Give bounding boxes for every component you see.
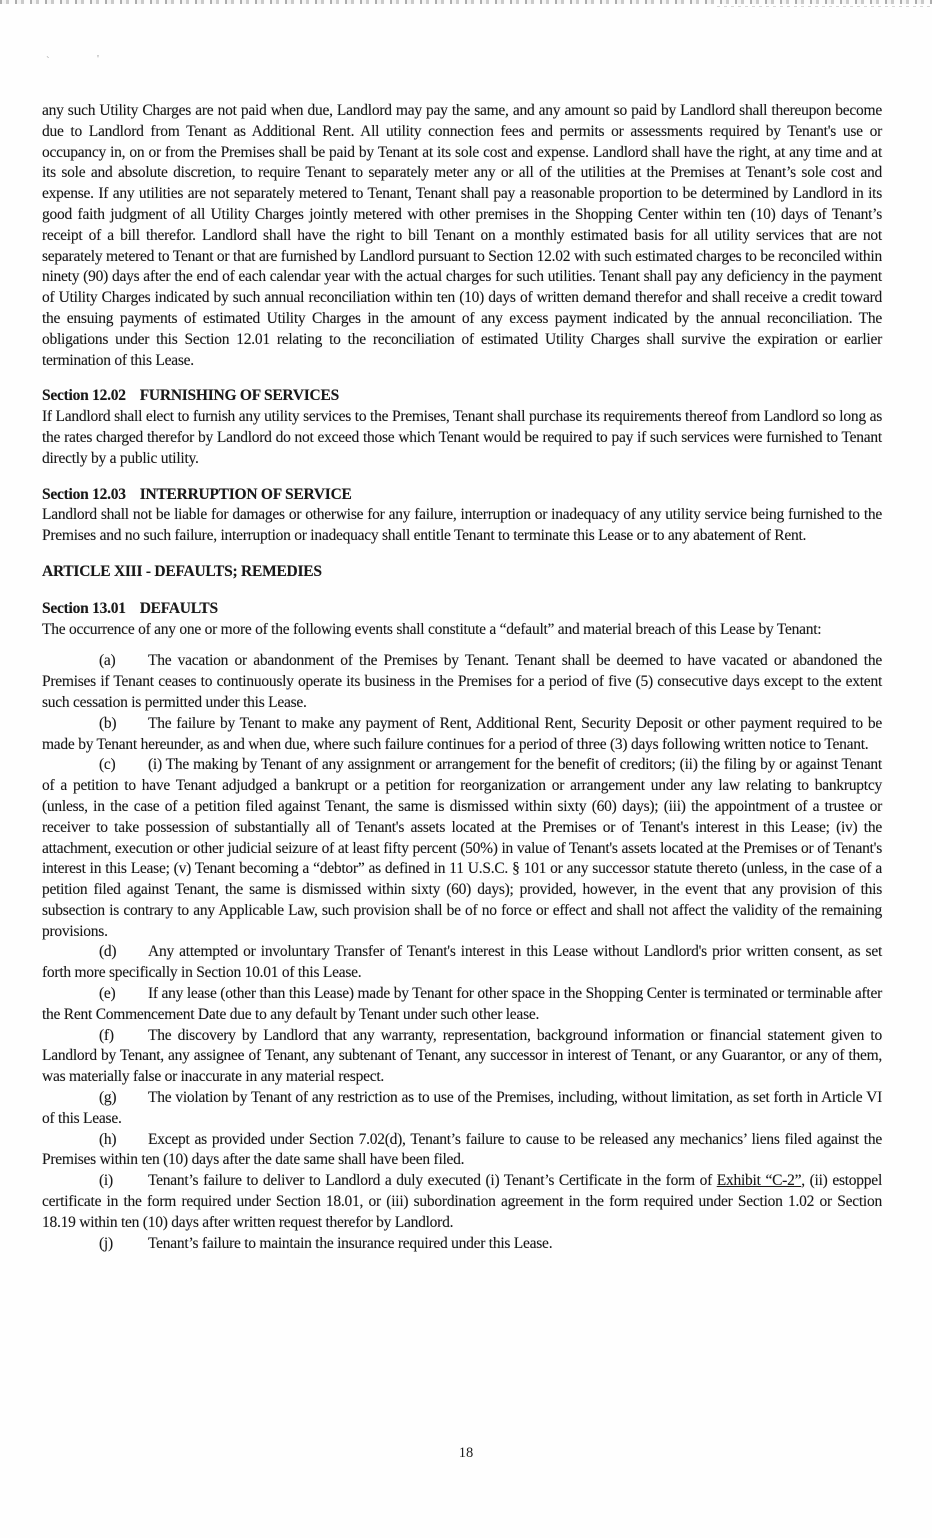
item-text: The violation by Tenant of any restriction as to use of the Premises, including, without limitation, as set forth in Article VI of this Lease. [42, 1089, 882, 1127]
item-text: Except as provided under Section 7.02(d), Tenant’s failure to cause to be released any mechanics’ liens filed against the Premises within ten (10) days after the date same shall have been filed. [42, 1130, 882, 1169]
section-number: Section 12.02 [42, 387, 126, 405]
item-text-after: , (ii) estoppel certificate in the form required under Section 18.01, or (iii) subordination agreement in the form required under Section 1.02 or Section 18.19 within ten (10) days after written request therefor by Landlord. [42, 1172, 882, 1231]
section-number: Section 12.03 [42, 485, 126, 503]
exhibit-c2-reference: Exhibit “C-2” [716, 1172, 802, 1190]
section-13-01 [42, 599, 882, 641]
default-item-g [42, 1088, 882, 1130]
default-item-j [42, 1234, 882, 1255]
scan-speck: ' [97, 53, 99, 65]
page-number: 18 [458, 1445, 474, 1461]
default-item-b [42, 714, 882, 756]
section-title: INTERRUPTION OF SERVICE [139, 485, 352, 503]
section-13-01-intro: The occurrence of any one or more of the following events shall constitute a “default” and material breach of this Lease by Tenant: [42, 620, 822, 638]
document-body [42, 101, 882, 1254]
article-13-heading: ARTICLE XIII - DEFAULTS; REMEDIES [42, 562, 322, 580]
section-12-02-heading [42, 386, 882, 407]
item-letter: (j) [99, 1234, 113, 1252]
item-letter: (d) [99, 943, 117, 961]
default-item-f [42, 1026, 882, 1088]
item-letter: (c) [99, 756, 116, 774]
section-title: FURNISHING OF SERVICES [139, 387, 339, 405]
scan-artifact-top-edge [0, 0, 932, 4]
default-item-i [42, 1171, 882, 1233]
item-text: Any attempted or involuntary Transfer of Tenant's interest in this Lease without Landlord's prior written consent, as set forth more specifically in Section 10.01 of this Lease. [42, 943, 882, 982]
item-text-before: Tenant’s failure to deliver to Landlord a duly executed (i) Tenant’s Certificate in the form of [148, 1172, 717, 1190]
item-letter: (f) [99, 1026, 114, 1044]
item-letter: (g) [99, 1089, 117, 1107]
item-letter: (a) [99, 652, 116, 670]
item-text: If any lease (other than this Lease) made by Tenant for other space in the Shopping Center is terminated or terminable after the Rent Commencement Date due to any default by Tenant under such other lease. [42, 985, 882, 1023]
section-12-03 [42, 485, 882, 547]
section-12-02-body: If Landlord shall elect to furnish any utility services to the Premises, Tenant shall purchase its requirements thereof from Landlord so long as the rates charged therefor by Landlord do not exceed those which Tenant would be required to pay if such services were furnished to Tenant directly by a public utility. [42, 408, 882, 467]
default-item-e [42, 984, 882, 1026]
section-12-03-heading [42, 485, 882, 506]
item-text: (i) The making by Tenant of any assignment or arrangement for the benefit of creditors; (ii) the filing by or against Tenant of a petition to have Tenant adjudged a bankrupt or a petition for reorganization or arrangement under any law relating to bankruptcy (unless, in the case of a petition filed against Tenant, the same is dismissed within sixty (60) days); (iii) the appointment of a trustee or receiver to take possession of substantially all of Tenant's assets located at the Premises or of Tenant's interest in this Lease; (iv) the attachment, execution or other judicial seizure of at least fifty percent (50%) in value of Tenant's assets located at the Premises or of Tenant's interest in this Lease; (v) Tenant becoming a “debtor” as defined in 11 U.S.C. § 101 or any successor statute thereto (unless, in the case of a petition filed against Tenant, the same is dismissed within sixty (60) days); provided, however, in the event that any provision of this subsection is contrary to any Applicable Law, such provision shall be of no force or effect and shall not affect the validity of the remaining provisions. [42, 756, 882, 940]
section-12-03-body: Landlord shall not be liable for damages or otherwise for any failure, interruption or inadequacy of any utility service being furnished to the Premises and no such failure, interruption or inadequacy shall entitle Tenant to terminate this Lease or to any abatement of Rent. [42, 506, 882, 545]
default-item-a [42, 651, 882, 713]
default-item-c [42, 755, 882, 942]
paragraph-utility-charges: any such Utility Charges are not paid when due, Landlord may pay the same, and any amount so paid by Landlord shall thereupon become due to Landlord from Tenant as Additional Rent. All utility connection fees and permits or assessments required by Tenant's use or occupancy in, on or from the Premises shall be paid by Tenant at its sole cost and expense. Landlord shall have the right, at any time and at its sole and absolute discretion, to require Tenant to separately meter any or all of the utilities at the Premises at Tenant’s sole cost and expense. If any utilities are not separately metered to Tenant, Tenant shall pay a reasonable proportion to be determined by Landlord in its good faith judgment of all Utility Charges jointly metered with other premises in the Shopping Center within ten (10) days of Tenant’s receipt of a bill therefor. Landlord shall have the right to bill Tenant on a monthly estimated basis for all utility services that are not separately metered to Tenant or that are furnished by Landlord pursuant to Section 12.02 with such estimated charges to be reconciled within ninety (90) days after the end of each calendar year with the actual charges for such utilities. Tenant shall pay any deficiency in the payment of Utility Charges indicated by such annual reconciliation within ten (10) days of written demand therefor and shall receive a credit toward the ensuing payments of estimated Utility Charges in the amount of any excess payment indicated by the annual reconciliation. The obligations under this Section 12.01 relating to the reconciliation of estimated Utility Charges shall survive the expiration or earlier termination of this Lease. [42, 102, 882, 369]
section-number: Section 13.01 [42, 599, 126, 617]
item-text: The failure by Tenant to make any payment of Rent, Additional Rent, Security Deposit or other payment required to be made by Tenant hereunder, as and when due, where such failure continues for a period of three (3) days following written notice to Tenant. [42, 714, 882, 753]
section-13-01-heading [42, 599, 882, 620]
item-letter: (i) [99, 1172, 113, 1190]
item-letter: (b) [99, 714, 117, 732]
item-letter: (h) [99, 1130, 117, 1148]
section-12-02 [42, 386, 882, 469]
default-item-d [42, 942, 882, 984]
section-title: DEFAULTS [139, 599, 218, 617]
item-text: Tenant’s failure to maintain the insurance required under this Lease. [148, 1234, 553, 1252]
item-text: The discovery by Landlord that any warranty, representation, background information or financial statement given to Landlord by Tenant, any assignee of Tenant, any subtenant of Tenant, any successor in interest of Tenant, or any Guarantor, or any of them, was materially false or inaccurate in any material respect. [42, 1026, 882, 1086]
scan-speck: ` [46, 55, 50, 67]
item-letter: (e) [99, 985, 116, 1003]
item-text: The vacation or abandonment of the Premises by Tenant. Tenant shall be deemed to have vacated or abandoned the Premises if Tenant ceases to continuously operate its business in the Premises for a period of five (5) consecutive days except to the extent such cessation is permitted under this Lease. [42, 652, 882, 711]
default-item-h [42, 1130, 882, 1172]
